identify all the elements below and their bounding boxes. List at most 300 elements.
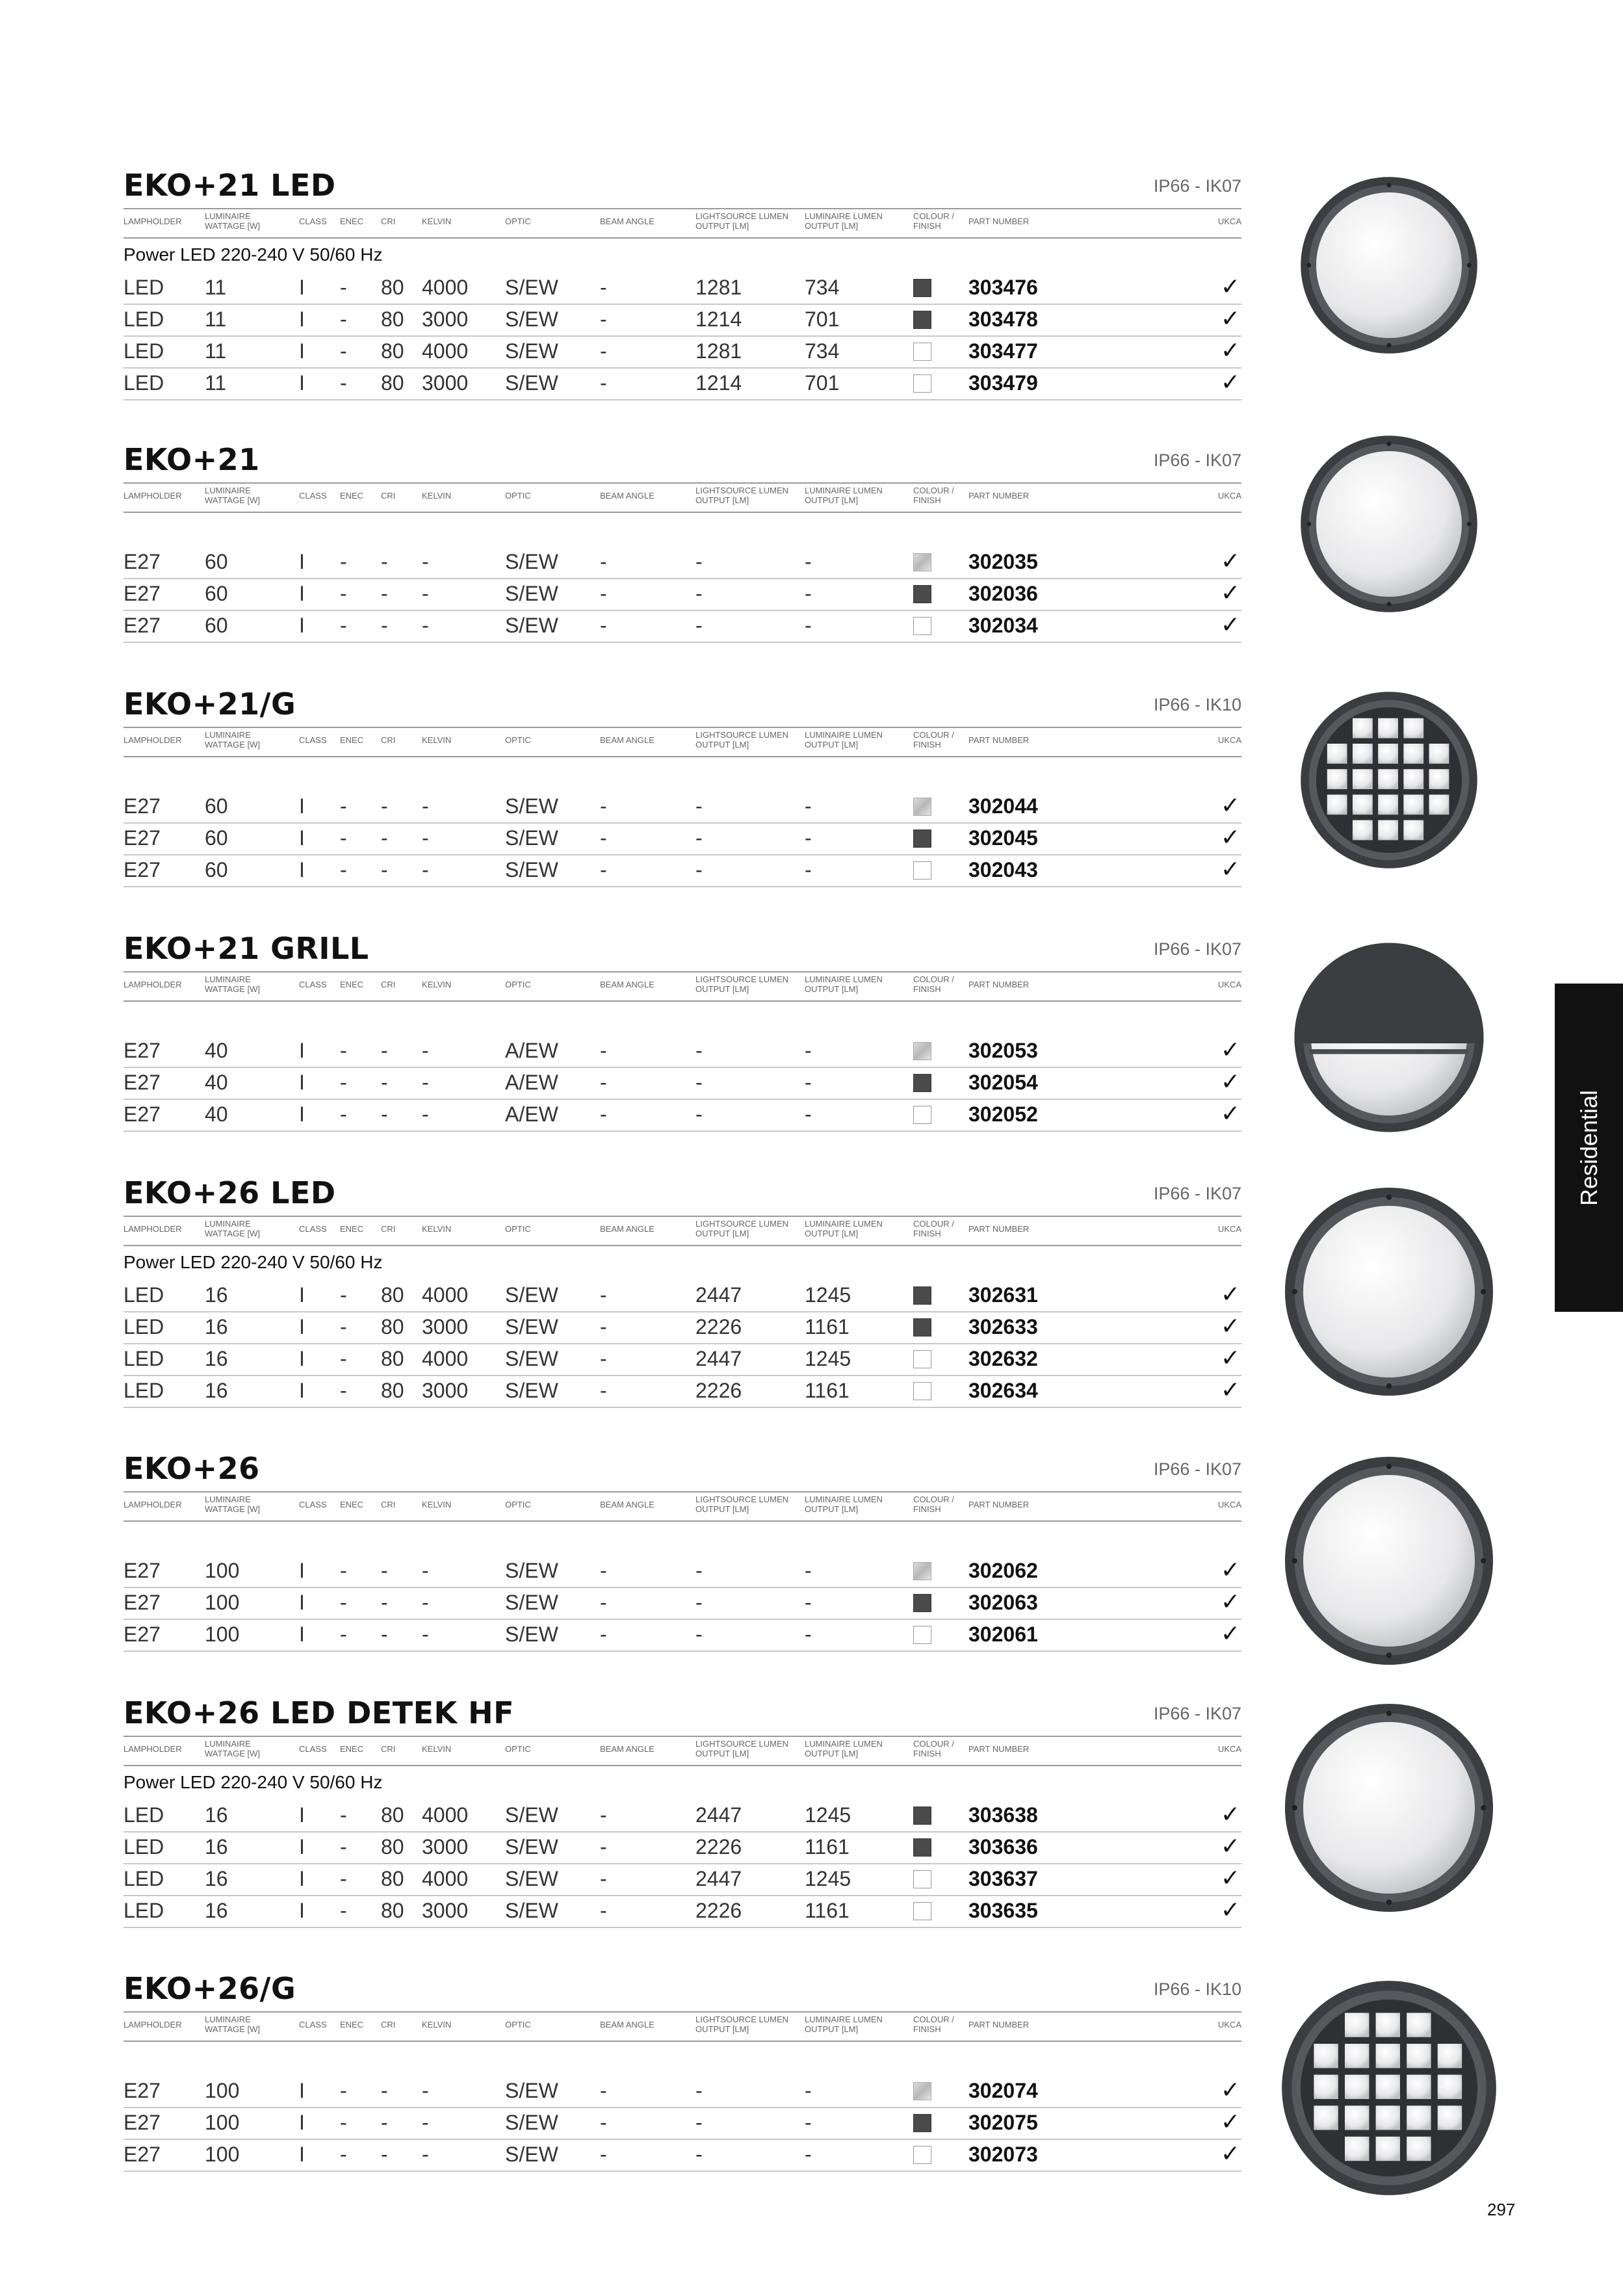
header-text: LUMINAIRE xyxy=(205,211,251,221)
header-lampholder xyxy=(123,735,182,745)
header-part-number xyxy=(968,980,1029,989)
ip-rating: IP66 - IK07 xyxy=(1153,176,1241,196)
cell-kelvin: 3000 xyxy=(422,1315,469,1338)
cell-enec: - xyxy=(340,614,347,637)
cell-part-number: 302044 xyxy=(968,794,1038,818)
cell-optic: S/EW xyxy=(505,1283,558,1307)
cell-lampholder: E27 xyxy=(123,2111,161,2134)
header-beam-angle xyxy=(600,491,655,501)
header-text: LIGHTSOURCE LUMEN xyxy=(695,1494,789,1504)
cell-enec: - xyxy=(340,858,347,881)
header-optic xyxy=(505,1224,531,1234)
cell-class: I xyxy=(299,2079,305,2102)
header-text: LAMPHOLDER xyxy=(123,1224,182,1234)
header-text: WATTAGE [W] xyxy=(205,984,260,994)
cell-kelvin: 3000 xyxy=(422,1835,469,1859)
cell-enec: - xyxy=(340,2079,347,2102)
cell-class: I xyxy=(299,1899,305,1922)
cell-part-number: 302633 xyxy=(968,1315,1038,1338)
cell-beam: - xyxy=(600,371,607,395)
cell-cri: 80 xyxy=(381,1347,404,1370)
finish-swatch xyxy=(913,1106,931,1124)
cell-watt: 40 xyxy=(205,1039,228,1062)
header-text: PART NUMBER xyxy=(968,1224,1030,1234)
header-text: LUMINAIRE LUMEN xyxy=(805,1739,883,1749)
header-text: WATTAGE [W] xyxy=(205,1749,260,1758)
cell-part-number: 302061 xyxy=(968,1623,1038,1646)
cell-beam: - xyxy=(600,582,607,605)
header-text: LUMINAIRE LUMEN xyxy=(805,211,883,221)
cell-watt: 11 xyxy=(205,307,227,331)
cell-part-number: 302054 xyxy=(968,1071,1038,1094)
header-cri xyxy=(381,216,395,226)
table-row xyxy=(123,1281,1241,1312)
product-title: EKO+21 LED xyxy=(123,168,336,203)
cell-class: I xyxy=(299,794,305,818)
header-text: WATTAGE [W] xyxy=(205,495,260,505)
header-lampholder xyxy=(123,2020,182,2029)
header-text: LUMINAIRE xyxy=(205,1494,251,1504)
header-text: BEAM ANGLE xyxy=(600,980,655,989)
cell-enec: - xyxy=(340,550,347,573)
cell-ls: - xyxy=(695,1102,703,1126)
finish-swatch xyxy=(913,1838,931,1857)
header-kelvin xyxy=(422,980,451,989)
header-text: LAMPHOLDER xyxy=(123,491,182,501)
header-text: LAMPHOLDER xyxy=(123,2020,182,2029)
cell-ls: 2447 xyxy=(695,1347,742,1370)
cell-watt: 100 xyxy=(205,2079,240,2102)
cell-optic: S/EW xyxy=(505,1559,558,1582)
cell-enec: - xyxy=(340,582,347,605)
cell-watt: 60 xyxy=(205,582,228,605)
cell-cri: 80 xyxy=(381,1899,404,1922)
cell-optic: S/EW xyxy=(505,794,558,818)
check-icon: ✓ xyxy=(1220,369,1240,395)
header-beam-angle xyxy=(600,735,655,745)
cell-cri: - xyxy=(381,2143,388,2166)
cell-kelvin: 3000 xyxy=(422,371,469,395)
divider xyxy=(123,1765,1241,1766)
cell-watt: 100 xyxy=(205,1623,240,1646)
cell-ls: - xyxy=(695,1623,703,1646)
cell-optic: S/EW xyxy=(505,307,558,331)
cell-class: I xyxy=(299,1559,305,1582)
header-colour-finish xyxy=(913,211,954,231)
cell-ls: 2226 xyxy=(695,1379,742,1402)
cell-ls: 2447 xyxy=(695,1803,742,1827)
table-row xyxy=(123,1620,1241,1652)
header-wattage xyxy=(205,1494,260,1514)
header-text: BEAM ANGLE xyxy=(600,491,655,501)
header-class xyxy=(299,735,327,745)
cell-beam: - xyxy=(600,1379,607,1402)
cell-part-number: 302075 xyxy=(968,2111,1038,2134)
cell-lampholder: E27 xyxy=(123,1591,161,1614)
cell-enec: - xyxy=(340,307,347,331)
cell-ls: - xyxy=(695,858,703,881)
round-grid-lamp-icon xyxy=(1279,1977,1500,2198)
ip-rating: IP66 - IK10 xyxy=(1153,695,1241,714)
header-text: ENEC xyxy=(340,1224,364,1234)
cell-optic: S/EW xyxy=(505,2079,558,2102)
header-luminaire-lumen xyxy=(805,2015,883,2034)
header-enec xyxy=(340,2020,363,2029)
cell-enec: - xyxy=(340,1591,347,1614)
cell-lum: 1161 xyxy=(805,1379,850,1402)
table-row xyxy=(123,824,1241,855)
cell-lum: - xyxy=(805,858,812,881)
header-text: LUMINAIRE LUMEN xyxy=(805,1219,883,1229)
cell-watt: 40 xyxy=(205,1071,228,1094)
cell-ls: - xyxy=(695,2143,703,2166)
cell-lum: 1245 xyxy=(805,1803,851,1827)
header-text: WATTAGE [W] xyxy=(205,221,260,231)
finish-swatch xyxy=(913,2114,931,2132)
table-row xyxy=(123,1312,1241,1344)
header-text: PART NUMBER xyxy=(968,1500,1030,1509)
cell-kelvin: - xyxy=(422,826,429,850)
header-class xyxy=(299,216,327,226)
header-text: COLOUR / xyxy=(913,211,954,221)
header-lampholder xyxy=(123,1500,182,1509)
header-text: BEAM ANGLE xyxy=(600,1500,655,1509)
cell-ls: 2447 xyxy=(695,1283,742,1307)
header-text: FINISH xyxy=(913,495,941,505)
header-luminaire-lumen xyxy=(805,974,883,994)
round-opal-lamp-icon xyxy=(1282,1184,1496,1399)
cell-cri: 80 xyxy=(381,276,404,299)
round-opal-lamp-icon xyxy=(1298,433,1480,615)
header-text: PART NUMBER xyxy=(968,735,1030,745)
header-text: KELVIN xyxy=(422,491,452,501)
header-text: ENEC xyxy=(340,1744,364,1754)
table-row xyxy=(123,2140,1241,2172)
cell-lum: - xyxy=(805,1623,812,1646)
cell-beam: - xyxy=(600,1559,607,1582)
check-icon: ✓ xyxy=(1220,855,1240,882)
header-text: LAMPHOLDER xyxy=(123,1744,182,1754)
table-header xyxy=(123,2015,1241,2037)
cell-part-number: 302036 xyxy=(968,582,1038,605)
header-text: UKCA xyxy=(1217,491,1241,501)
header-text: LUMINAIRE xyxy=(205,1219,251,1229)
cell-beam: - xyxy=(600,2111,607,2134)
cell-kelvin: 4000 xyxy=(422,1347,469,1370)
check-icon: ✓ xyxy=(1220,1588,1240,1615)
header-lightsource-lumen xyxy=(695,211,788,231)
header-text: FINISH xyxy=(913,221,941,231)
divider xyxy=(123,1520,1241,1522)
header-text: CRI xyxy=(381,1500,396,1509)
cell-ls: 2226 xyxy=(695,1835,742,1859)
header-text: UKCA xyxy=(1217,980,1241,989)
cell-enec: - xyxy=(340,371,347,395)
finish-swatch xyxy=(913,829,931,848)
header-ukca xyxy=(1218,2020,1241,2029)
cell-lampholder: LED xyxy=(123,339,164,363)
header-text: CRI xyxy=(381,735,396,745)
cell-ls: - xyxy=(695,1039,703,1062)
cell-lampholder: E27 xyxy=(123,550,161,573)
cell-class: I xyxy=(299,339,305,363)
header-optic xyxy=(505,1744,531,1754)
cell-optic: S/EW xyxy=(505,582,558,605)
cell-lum: 734 xyxy=(805,339,840,363)
cell-optic: A/EW xyxy=(505,1071,558,1094)
cell-ls: 1281 xyxy=(695,276,742,299)
product-section xyxy=(123,442,1241,663)
finish-swatch xyxy=(913,1286,931,1305)
header-text: OUTPUT [LM] xyxy=(805,221,859,231)
header-text: OPTIC xyxy=(505,216,531,226)
cell-ls: - xyxy=(695,794,703,818)
header-text: UKCA xyxy=(1217,2020,1241,2029)
table-header xyxy=(123,974,1241,997)
header-text: BEAM ANGLE xyxy=(600,2020,655,2029)
header-class xyxy=(299,1500,327,1509)
table-header xyxy=(123,1494,1241,1517)
product-title: EKO+26 xyxy=(123,1451,260,1486)
header-text: OPTIC xyxy=(505,1500,531,1509)
cell-ls: - xyxy=(695,826,703,850)
header-lightsource-lumen xyxy=(695,1739,788,1758)
cell-kelvin: - xyxy=(422,1591,429,1614)
check-icon: ✓ xyxy=(1220,579,1240,606)
cell-beam: - xyxy=(600,1283,607,1307)
product-title: EKO+21/G xyxy=(123,686,296,722)
cell-lampholder: LED xyxy=(123,1867,164,1890)
cell-part-number: 303637 xyxy=(968,1867,1038,1890)
cell-enec: - xyxy=(340,1559,347,1582)
cell-lum: - xyxy=(805,550,812,573)
cell-class: I xyxy=(299,2111,305,2134)
table-header xyxy=(123,730,1241,752)
table-row xyxy=(123,2076,1241,2108)
header-text: CLASS xyxy=(299,491,327,501)
cell-watt: 100 xyxy=(205,1591,240,1614)
table-row xyxy=(123,611,1241,643)
header-text: OPTIC xyxy=(505,2020,531,2029)
header-ukca xyxy=(1218,491,1241,501)
header-luminaire-lumen xyxy=(805,1494,883,1514)
cell-kelvin: 4000 xyxy=(422,1803,469,1827)
cell-cri: - xyxy=(381,1102,388,1126)
cell-ls: - xyxy=(695,614,703,637)
cell-ls: 2447 xyxy=(695,1867,742,1890)
cell-ls: 1214 xyxy=(695,307,742,331)
cell-watt: 100 xyxy=(205,1559,240,1582)
check-icon: ✓ xyxy=(1220,1896,1240,1923)
cell-beam: - xyxy=(600,1315,607,1338)
cell-beam: - xyxy=(600,1071,607,1094)
check-icon: ✓ xyxy=(1220,2140,1240,2167)
cell-enec: - xyxy=(340,1071,347,1094)
header-lampholder xyxy=(123,491,182,501)
header-class xyxy=(299,980,327,989)
header-text: KELVIN xyxy=(422,216,452,226)
header-text: FINISH xyxy=(913,1749,941,1758)
check-icon: ✓ xyxy=(1220,792,1240,818)
cell-watt: 16 xyxy=(205,1379,228,1402)
cell-class: I xyxy=(299,1102,305,1126)
cell-ls: 1281 xyxy=(695,339,742,363)
header-text: OUTPUT [LM] xyxy=(695,1229,749,1238)
cell-kelvin: 4000 xyxy=(422,339,469,363)
cell-part-number: 302062 xyxy=(968,1559,1038,1582)
cell-beam: - xyxy=(600,614,607,637)
cell-lampholder: E27 xyxy=(123,858,161,881)
header-colour-finish xyxy=(913,730,954,750)
table-header xyxy=(123,211,1241,233)
check-icon: ✓ xyxy=(1220,1864,1240,1891)
cell-class: I xyxy=(299,1867,305,1890)
header-optic xyxy=(505,2020,531,2029)
cell-watt: 11 xyxy=(205,339,227,363)
cell-lampholder: E27 xyxy=(123,614,161,637)
header-enec xyxy=(340,735,363,745)
header-wattage xyxy=(205,211,260,231)
cell-beam: - xyxy=(600,307,607,331)
header-cri xyxy=(381,1744,395,1754)
product-title: EKO+26 LED xyxy=(123,1175,336,1210)
header-text: WATTAGE [W] xyxy=(205,1504,260,1514)
cell-lampholder: E27 xyxy=(123,1102,161,1126)
header-text: FINISH xyxy=(913,984,941,994)
cell-optic: S/EW xyxy=(505,2143,558,2166)
ip-rating: IP66 - IK10 xyxy=(1153,1979,1241,1999)
cell-cri: 80 xyxy=(381,1315,404,1338)
cell-watt: 11 xyxy=(205,276,227,299)
header-text: BEAM ANGLE xyxy=(600,216,655,226)
header-text: PART NUMBER xyxy=(968,216,1030,226)
header-text: FINISH xyxy=(913,740,941,750)
cell-kelvin: - xyxy=(422,1102,429,1126)
product-title: EKO+21 xyxy=(123,442,260,477)
cell-enec: - xyxy=(340,2111,347,2134)
header-text: LUMINAIRE LUMEN xyxy=(805,486,883,495)
cell-optic: S/EW xyxy=(505,339,558,363)
cell-optic: S/EW xyxy=(505,550,558,573)
cell-lampholder: LED xyxy=(123,276,164,299)
check-icon: ✓ xyxy=(1220,1620,1240,1647)
cell-lum: - xyxy=(805,582,812,605)
header-text: BEAM ANGLE xyxy=(600,1224,655,1234)
cell-cri: - xyxy=(381,614,388,637)
cell-optic: S/EW xyxy=(505,614,558,637)
table-row xyxy=(123,792,1241,824)
header-enec xyxy=(340,491,363,501)
divider xyxy=(123,208,1241,209)
cell-enec: - xyxy=(340,826,347,850)
cell-enec: - xyxy=(340,1803,347,1827)
cell-lum: 1161 xyxy=(805,1315,850,1338)
cell-beam: - xyxy=(600,858,607,881)
cell-cri: 80 xyxy=(381,1867,404,1890)
header-cri xyxy=(381,491,395,501)
table-row xyxy=(123,855,1241,887)
header-text: OUTPUT [LM] xyxy=(695,1504,749,1514)
header-optic xyxy=(505,216,531,226)
cell-ls: 2226 xyxy=(695,1315,742,1338)
header-text: CLASS xyxy=(299,735,327,745)
table-row xyxy=(123,547,1241,579)
header-text: LIGHTSOURCE LUMEN xyxy=(695,211,789,221)
header-lampholder xyxy=(123,216,182,226)
product-title: EKO+21 GRILL xyxy=(123,931,369,966)
header-class xyxy=(299,491,327,501)
header-text: CLASS xyxy=(299,2020,327,2029)
header-text: LUMINAIRE LUMEN xyxy=(805,1494,883,1504)
header-part-number xyxy=(968,2020,1029,2029)
divider xyxy=(123,971,1241,972)
table-row xyxy=(123,305,1241,337)
header-text: FINISH xyxy=(913,1504,941,1514)
header-text: LUMINAIRE LUMEN xyxy=(805,974,883,984)
cell-class: I xyxy=(299,1283,305,1307)
ip-rating: IP66 - IK07 xyxy=(1153,450,1241,470)
cell-lum: 701 xyxy=(805,371,840,395)
header-class xyxy=(299,1224,327,1234)
cell-watt: 100 xyxy=(205,2111,240,2134)
header-cri xyxy=(381,1500,395,1509)
divider xyxy=(123,1216,1241,1217)
divider xyxy=(123,2011,1241,2013)
cell-class: I xyxy=(299,1623,305,1646)
header-cri xyxy=(381,2020,395,2029)
header-optic xyxy=(505,1500,531,1509)
cell-ls: - xyxy=(695,2079,703,2102)
header-text: ENEC xyxy=(340,980,364,989)
product-section xyxy=(123,168,1241,395)
header-wattage xyxy=(205,1219,260,1238)
finish-swatch xyxy=(913,1594,931,1612)
cell-lum: - xyxy=(805,1559,812,1582)
header-text: OUTPUT [LM] xyxy=(695,1749,749,1758)
round-eyelid-lamp-icon xyxy=(1292,940,1487,1135)
cell-enec: - xyxy=(340,1283,347,1307)
cell-beam: - xyxy=(600,339,607,363)
cell-ls: - xyxy=(695,550,703,573)
cell-enec: - xyxy=(340,339,347,363)
header-text: LIGHTSOURCE LUMEN xyxy=(695,730,789,740)
cell-part-number: 302063 xyxy=(968,1591,1038,1614)
header-text: LIGHTSOURCE LUMEN xyxy=(695,1219,789,1229)
header-text: LAMPHOLDER xyxy=(123,1500,182,1509)
cell-cri: - xyxy=(381,2079,388,2102)
cell-part-number: 302035 xyxy=(968,550,1038,573)
header-text: KELVIN xyxy=(422,980,452,989)
check-icon: ✓ xyxy=(1220,1036,1240,1063)
header-text: UKCA xyxy=(1217,1224,1241,1234)
header-part-number xyxy=(968,491,1029,501)
cell-beam: - xyxy=(600,1867,607,1890)
header-lightsource-lumen xyxy=(695,1494,788,1514)
finish-swatch xyxy=(913,1318,931,1337)
cell-lum: - xyxy=(805,2111,812,2134)
table-row xyxy=(123,1376,1241,1408)
header-luminaire-lumen xyxy=(805,486,883,505)
header-text: LUMINAIRE LUMEN xyxy=(805,2015,883,2024)
header-optic xyxy=(505,980,531,989)
cell-class: I xyxy=(299,307,305,331)
header-text: OUTPUT [LM] xyxy=(695,221,749,231)
header-text: KELVIN xyxy=(422,1500,452,1509)
header-beam-angle xyxy=(600,1744,655,1754)
header-text: ENEC xyxy=(340,216,364,226)
cell-part-number: 302632 xyxy=(968,1347,1038,1370)
cell-optic: S/EW xyxy=(505,1379,558,1402)
